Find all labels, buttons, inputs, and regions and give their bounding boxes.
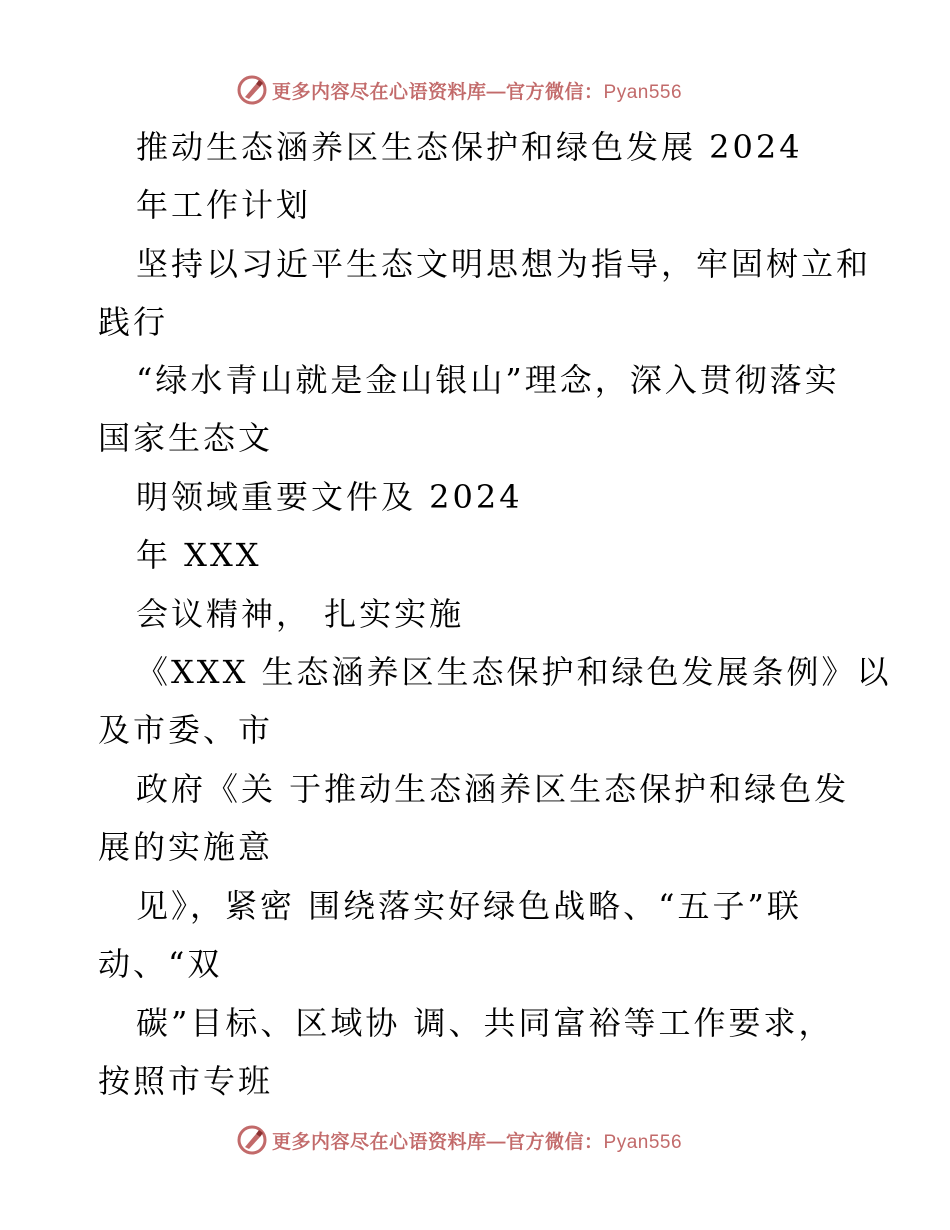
text-line: 展的实施意: [98, 828, 274, 866]
title-line-2: 年工作计划: [136, 186, 312, 224]
text-line: 及市委、市: [98, 711, 274, 749]
title-line-1: 推动生态涵养区生态保护和绿色发展 2024: [136, 128, 803, 166]
text-line: 国家生态文: [98, 419, 274, 457]
text-line: 年 XXX: [136, 536, 262, 574]
text-line: 动、“双: [98, 945, 223, 983]
text-line: 会议精神， 扎实实施: [136, 595, 465, 633]
text-line: 《XXX 生态涵养区生态保护和绿色发展条例》以: [136, 653, 892, 691]
text-line: 按照市专班: [98, 1062, 274, 1100]
pen-logo-icon: [236, 1124, 268, 1156]
watermark-account: Pyan556: [603, 1131, 683, 1153]
text-line: 坚持以习近平生态文明思想为指导，牢固树立和: [136, 245, 872, 283]
pen-logo-icon: [236, 74, 268, 106]
watermark-footer: [236, 1123, 682, 1157]
watermark-text: 更多内容尽在心语资料库—官方微信：Pyan556: [272, 81, 683, 103]
text-line: 政府《关 于推动生态涵养区生态保护和绿色发: [136, 770, 850, 808]
text-line: 践行: [98, 303, 169, 341]
text-line: 见》，紧密 围绕落实好绿色战略、“五子”联: [136, 887, 802, 925]
text-line: 明领域重要文件及 2024: [136, 478, 523, 516]
text-line: “绿水青山就是金山银山”理念，深入贯彻落实: [136, 361, 840, 399]
watermark-account: Pyan556: [603, 81, 683, 103]
text-line: 碳”目标、区域协 调、共同富裕等工作要求，: [136, 1004, 834, 1042]
watermark-text: 更多内容尽在心语资料库—官方微信：Pyan556: [272, 1131, 683, 1153]
watermark-header: [236, 73, 682, 107]
